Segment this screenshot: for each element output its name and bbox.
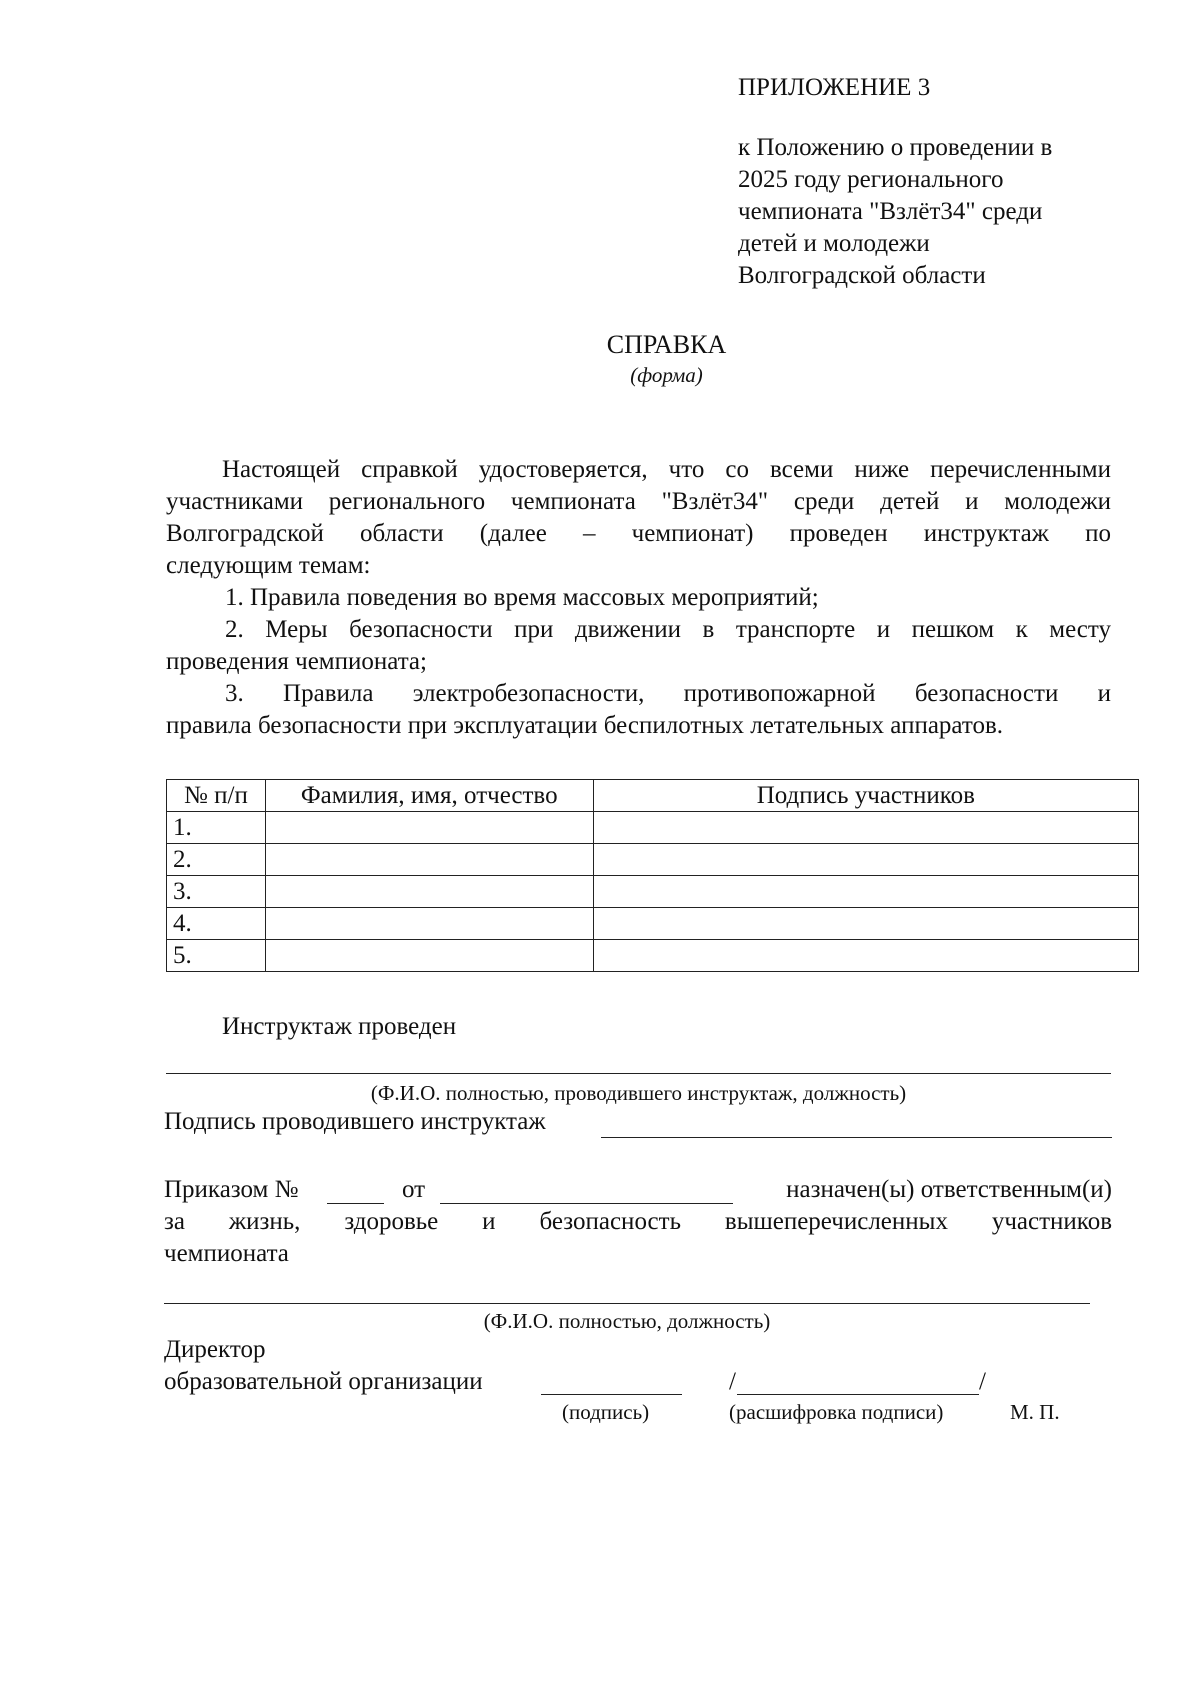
appendix-subtitle-line: чемпионата "Взлёт34" среди (738, 198, 1043, 225)
table-row (167, 940, 1139, 972)
order-date-line[interactable] (440, 1203, 733, 1204)
column-header-number: № п/п (167, 780, 266, 812)
intro-line: следующим темам: (166, 552, 371, 579)
column-header-name: Фамилия, имя, отчество (265, 780, 593, 812)
row-number: 4. (167, 908, 266, 940)
intro-paragraph (166, 455, 1111, 583)
name-cell[interactable] (265, 876, 593, 908)
row-number: 5. (167, 940, 266, 972)
signature-cell[interactable] (593, 908, 1138, 940)
instructor-caption: (Ф.И.О. полностью, проводившего инструктаж, должность) (370, 1081, 907, 1105)
responsible-name-line[interactable] (164, 1303, 1090, 1304)
appendix-subtitle-line: Волгоградской области (738, 262, 986, 289)
table-row (167, 908, 1139, 940)
participants-table (166, 779, 1139, 972)
topic-line: 3. Правила электробезопасности, противопожарной безопасности и (225, 680, 1111, 707)
appendix-subtitle-line: к Положению о проведении в (738, 134, 1053, 161)
order-from-label: от (402, 1176, 426, 1203)
name-cell[interactable] (265, 812, 593, 844)
table-row (167, 876, 1139, 908)
instructor-signature-line[interactable] (601, 1137, 1112, 1138)
decode-slash-left: / (729, 1368, 736, 1395)
director-title: Директор (164, 1336, 266, 1363)
decode-slash-right: / (979, 1368, 986, 1395)
topic-line: 1. Правила поведения во время массовых мероприятий; (225, 584, 819, 611)
name-cell[interactable] (265, 908, 593, 940)
row-number: 1. (167, 812, 266, 844)
topic-line: проведения чемпионата; (166, 648, 427, 675)
signature-cell[interactable] (593, 812, 1138, 844)
signature-cell[interactable] (593, 844, 1138, 876)
signature-cell[interactable] (593, 876, 1138, 908)
order-prefix: Приказом № (164, 1176, 299, 1203)
appendix-subtitle (738, 133, 1052, 293)
order-line-2: за жизнь, здоровье и безопасность вышеперечисленных участников (164, 1208, 1112, 1235)
table-row (167, 844, 1139, 876)
appendix-subtitle-line: 2025 году регионального (738, 166, 1004, 193)
table-header-row (167, 780, 1139, 812)
order-line-3: чемпионата (164, 1240, 289, 1267)
name-cell[interactable] (265, 940, 593, 972)
document-subtitle: (форма) (630, 363, 703, 387)
column-header-signature: Подпись участников (593, 780, 1138, 812)
stamp-place: М. П. (1010, 1400, 1060, 1424)
name-cell[interactable] (265, 844, 593, 876)
order-number-line[interactable] (327, 1203, 384, 1204)
intro-line: Настоящей справкой удостоверяется, что со всеми ниже перечисленными (222, 456, 1111, 483)
instructor-name-line[interactable] (166, 1073, 1111, 1074)
order-assigned-label: назначен(ы) ответственным(и) (786, 1176, 1112, 1203)
row-number: 2. (167, 844, 266, 876)
topic-line: 2. Меры безопасности при движении в транспорте и пешком к месту (225, 616, 1111, 643)
signature-cell[interactable] (593, 940, 1138, 972)
instructor-signature-label: Подпись проводившего инструктаж (164, 1108, 546, 1135)
topic-line: правила безопасности при эксплуатации беспилотных летательных аппаратов. (166, 712, 1004, 739)
decode-caption: (расшифровка подписи) (729, 1400, 944, 1424)
table-row (167, 812, 1139, 844)
director-organization: образовательной организации (164, 1368, 483, 1395)
appendix-subtitle-line: детей и молодежи (738, 230, 930, 257)
topics-list (166, 583, 1111, 743)
instruction-label: Инструктаж проведен (222, 1013, 457, 1040)
responsible-caption: (Ф.И.О. полностью, должность) (483, 1309, 771, 1333)
intro-line: участниками регионального чемпионата "Взлёт34" среди детей и молодежи (166, 488, 1111, 515)
director-decode-line[interactable] (737, 1394, 979, 1395)
appendix-title: ПРИЛОЖЕНИЕ 3 (738, 74, 931, 101)
director-signature-line[interactable] (541, 1394, 682, 1395)
row-number: 3. (167, 876, 266, 908)
document-title: СПРАВКА (606, 330, 727, 359)
intro-line: Волгоградской области (далее – чемпионат) проведен инструктаж по (166, 520, 1111, 547)
signature-caption: (подпись) (562, 1400, 650, 1424)
